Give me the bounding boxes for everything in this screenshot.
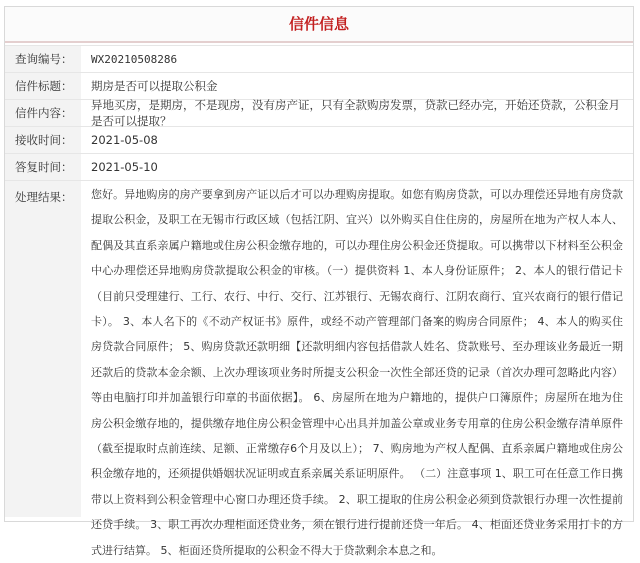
result-label: 处理结果： bbox=[5, 181, 81, 517]
query-id-value: WX20210508286 bbox=[91, 52, 178, 66]
letter-info-panel bbox=[4, 6, 634, 557]
content-row bbox=[5, 100, 633, 127]
answered-value: 2021-05-10 bbox=[91, 160, 158, 174]
received-label: 接收时间： bbox=[5, 127, 81, 153]
query-id-row bbox=[5, 46, 633, 73]
subject-row bbox=[5, 73, 633, 100]
content-label: 信件内容： bbox=[5, 100, 81, 126]
result-value: 您好。异地购房的房产要拿到房产证以后才可以办理购房提取。如您有购房贷款，可以办理偿还异地有房贷款提取公积金，及职工在无锡市行政区域（包括江阴、宜兴）以外购买自住住房的，房屋所在地为产权人本人、配偶及其直系亲属户籍地或住房公积金缴存地的，可以办理住房公积金还贷提取。可以携带以下材料至公积金中心办理偿还异地购房贷款提取公积金的审核。（一）提供资料 1、本人身份证原件； 2、本人的银行借记卡（目前只受理建行、工行、农行、中行、交行、江苏银行、无锡农商行、江阴农商行、宜兴农商行的银行借记卡）。 3、本人名下的《不动产权证书》原件，或经不动产管理部门备案的购房合同原件； 4、本人的购买住房贷款合同原件； 5、购房贷款还款明细【还款明细内容包括借款人姓名、贷款账号、至办理该业务最近一期还款后的贷款本金余额、上次办理该项业务时所提支公积金一次性全部还贷的记录（首次办理可忽略此内容）等由电脑打印并加盖银行印章的书面依据】。 6、房屋所在地为户籍地的，提供户口簿原件；房屋所在地为住房公积金缴存地的，提供缴存地住房公积金管理中心出具并加盖公章或业务专用章的住房公积金缴存清单原件（截至提取时点前连续、足额、正常缴存6个月及以上）； 7、购房地为产权人配偶、直系亲属户籍地或住房公积金缴存地的，还须提供婚姻状况证明或直系亲属关系证明原件。 （二）注意事项 1、职工可在任意工作日携带以上资料到公积金管理中心窗口办理还贷手续。 2、职工提取的住房公积金必须到贷款银行办理一次性提前还贷手续。 3、职工再次办理柜面还贷业务，须在银行进行提前还贷一年后。 4、柜面还贷业务采用打卡的方式进行结算。 5、柜面还贷所提取的公积金不得大于贷款剩余本息之和。 bbox=[91, 188, 623, 557]
query-id-label: 查询编号： bbox=[5, 46, 81, 72]
panel-title: 信件信息 bbox=[5, 7, 633, 43]
answered-label: 答复时间： bbox=[5, 154, 81, 180]
answered-row bbox=[5, 154, 633, 181]
received-value: 2021-05-08 bbox=[91, 133, 158, 147]
subject-label: 信件标题： bbox=[5, 73, 81, 99]
result-row bbox=[5, 181, 633, 557]
subject-value: 期房是否可以提取公积金 bbox=[91, 79, 218, 93]
received-row bbox=[5, 127, 633, 154]
content-value: 异地买房，是期房，不是现房，没有房产证，只有全款购房发票，贷款已经办完，开始还贷款，公积金月是否可以提取？ bbox=[91, 98, 620, 128]
